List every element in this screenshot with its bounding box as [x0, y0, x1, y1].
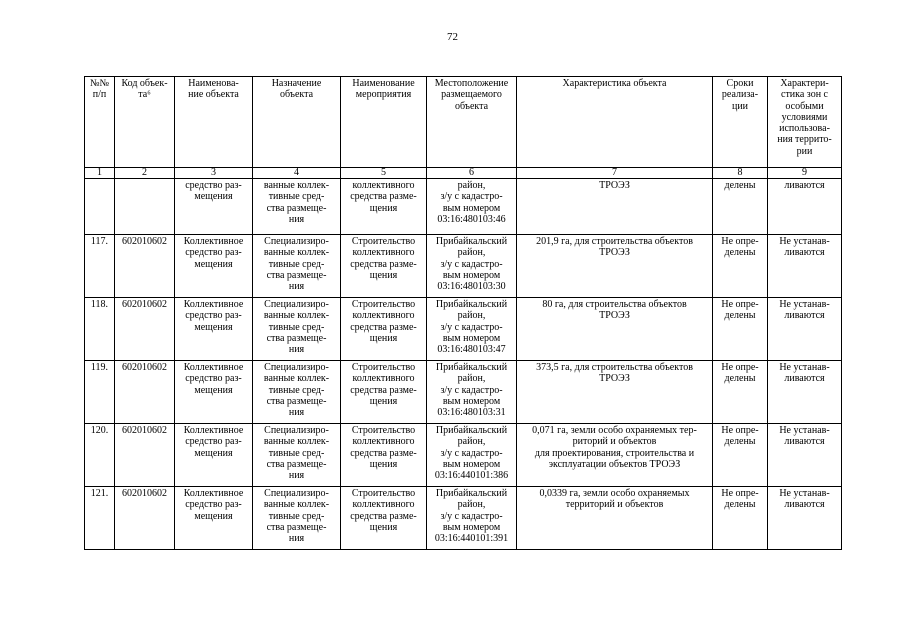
activity-name: коллективного средства разме- щения [341, 179, 427, 235]
page-number: 72 [447, 31, 458, 43]
header-object-code: Код объек- та⁶ [115, 77, 175, 168]
table-row [85, 424, 842, 487]
object-purpose: ванные коллек- тивные сред- ства размеще- ния [253, 179, 341, 235]
object-purpose: Специализиро- ванные коллек- тивные сред- ства размеще- ния [253, 487, 341, 550]
special-zones: Не устанав- ливаются [768, 235, 842, 298]
object-location: Прибайкальский район, з/у с кадастро- вым номером 03:16:480103:31 [427, 361, 517, 424]
header-number: №№ п/п [85, 77, 115, 168]
row-number: 118. [85, 298, 115, 361]
object-characteristic: 80 га, для строительства объектов ТРОЭЗ [517, 298, 713, 361]
column-number: 7 [517, 168, 713, 179]
object-code [115, 179, 175, 235]
header-object-name: Наименова- ние объекта [175, 77, 253, 168]
column-number: 4 [253, 168, 341, 179]
activity-name: Строительство коллективного средства разме- щения [341, 487, 427, 550]
object-location: район, з/у с кадастро- вым номером 03:16:480103:46 [427, 179, 517, 235]
header-terms: Сроки реализа- ции [713, 77, 768, 168]
table-row [85, 361, 842, 424]
special-zones: Не устанав- ливаются [768, 361, 842, 424]
header-activity-name: Наименование мероприятия [341, 77, 427, 168]
header-special-zones: Характери- стика зон с особыми условиями использова- ния террито- рии [768, 77, 842, 168]
column-number: 2 [115, 168, 175, 179]
special-zones: Не устанав- ливаются [768, 298, 842, 361]
object-purpose: Специализиро- ванные коллек- тивные сред- ства размеще- ния [253, 298, 341, 361]
object-code: 602010602 [115, 361, 175, 424]
header-object-purpose: Назначение объекта [253, 77, 341, 168]
header-location: Местоположение размещаемого объекта [427, 77, 517, 168]
object-location: Прибайкальский район, з/у с кадастро- вым номером 03:16:440101:386 [427, 424, 517, 487]
column-number: 9 [768, 168, 842, 179]
row-number: 117. [85, 235, 115, 298]
column-number: 1 [85, 168, 115, 179]
object-code: 602010602 [115, 424, 175, 487]
object-location: Прибайкальский район, з/у с кадастро- вым номером 03:16:440101:391 [427, 487, 517, 550]
row-number: 120. [85, 424, 115, 487]
table-row [85, 487, 842, 550]
object-characteristic: 201,9 га, для строительства объектов ТРОЭЗ [517, 235, 713, 298]
object-code: 602010602 [115, 298, 175, 361]
object-code: 602010602 [115, 487, 175, 550]
column-number: 8 [713, 168, 768, 179]
object-name: Коллективное средство раз- мещения [175, 487, 253, 550]
object-characteristic: ТРОЭЗ [517, 179, 713, 235]
object-name: Коллективное средство раз- мещения [175, 235, 253, 298]
object-purpose: Специализиро- ванные коллек- тивные сред- ства размеще- ния [253, 361, 341, 424]
table-row [85, 298, 842, 361]
activity-name: Строительство коллективного средства разме- щения [341, 361, 427, 424]
table-header-row [85, 77, 842, 168]
object-characteristic: 0,071 га, земли особо охраняемых тер- риторий и объектов для проектирования, строительства и эксплуатации объектов ТРОЭЗ [517, 424, 713, 487]
object-name: Коллективное средство раз- мещения [175, 361, 253, 424]
column-numbers-row [85, 168, 842, 179]
special-zones: Не устанав- ливаются [768, 424, 842, 487]
object-name: Коллективное средство раз- мещения [175, 424, 253, 487]
activity-name: Строительство коллективного средства разме- щения [341, 298, 427, 361]
implementation-terms: Не опре- делены [713, 424, 768, 487]
column-number: 3 [175, 168, 253, 179]
object-location: Прибайкальский район, з/у с кадастро- вым номером 03:16:480103:47 [427, 298, 517, 361]
implementation-terms: Не опре- делены [713, 235, 768, 298]
object-name: Коллективное средство раз- мещения [175, 298, 253, 361]
implementation-terms: делены [713, 179, 768, 235]
row-number: 119. [85, 361, 115, 424]
implementation-terms: Не опре- делены [713, 298, 768, 361]
activity-name: Строительство коллективного средства разме- щения [341, 424, 427, 487]
object-name: средство раз- мещения [175, 179, 253, 235]
header-characteristic: Характеристика объекта [517, 77, 713, 168]
objects-table [84, 76, 842, 550]
table-row [85, 179, 842, 235]
special-zones: ливаются [768, 179, 842, 235]
table-row [85, 235, 842, 298]
column-number: 5 [341, 168, 427, 179]
column-number: 6 [427, 168, 517, 179]
object-purpose: Специализиро- ванные коллек- тивные сред- ства размеще- ния [253, 424, 341, 487]
row-number: 121. [85, 487, 115, 550]
implementation-terms: Не опре- делены [713, 487, 768, 550]
object-characteristic: 0,0339 га, земли особо охраняемых территорий и объектов [517, 487, 713, 550]
row-number [85, 179, 115, 235]
special-zones: Не устанав- ливаются [768, 487, 842, 550]
object-characteristic: 373,5 га, для строительства объектов ТРОЭЗ [517, 361, 713, 424]
implementation-terms: Не опре- делены [713, 361, 768, 424]
object-code: 602010602 [115, 235, 175, 298]
object-purpose: Специализиро- ванные коллек- тивные сред- ства размеще- ния [253, 235, 341, 298]
object-location: Прибайкальский район, з/у с кадастро- вым номером 03:16:480103:30 [427, 235, 517, 298]
activity-name: Строительство коллективного средства разме- щения [341, 235, 427, 298]
